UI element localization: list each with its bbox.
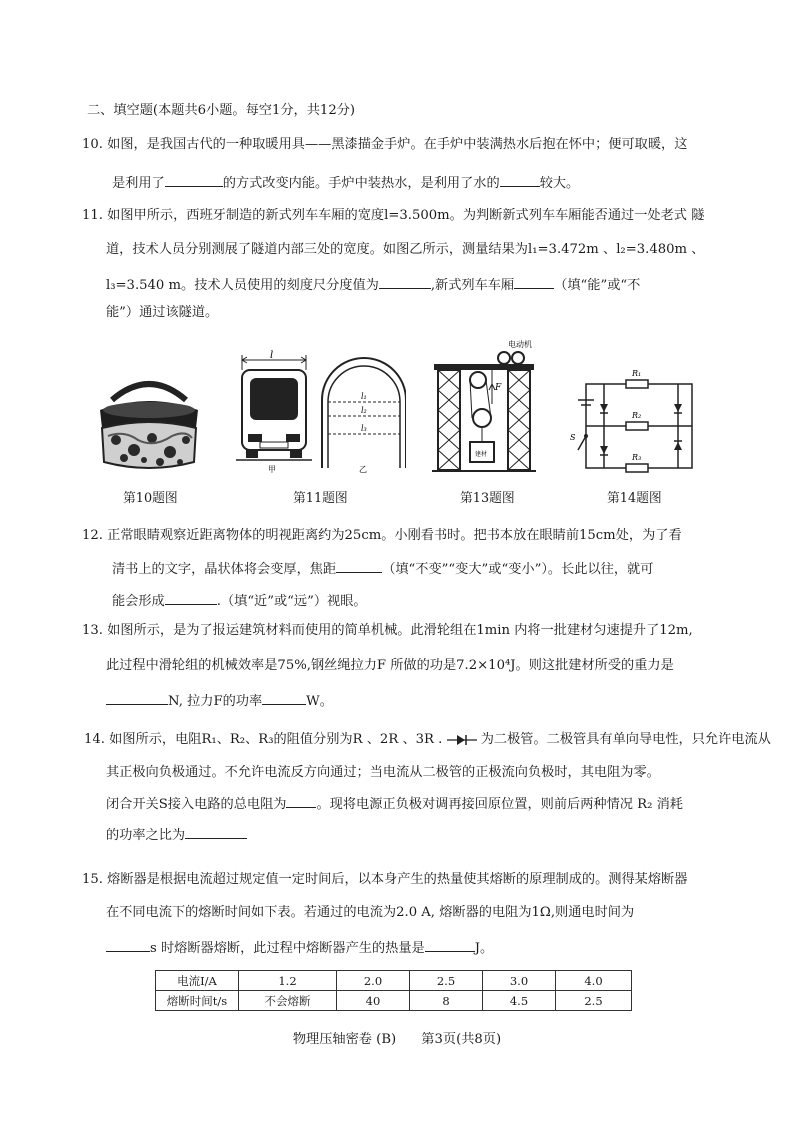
q12-text-a2: 能会形成 <box>112 594 165 609</box>
fig11-l2-label: l₂ <box>361 406 367 415</box>
q13-line2: 此过程中滑轮组的机械效率是75%,钢丝绳拉力F 所做的功是7.2×10⁴J。则这批建材所受的重力是 <box>106 658 674 673</box>
q10-text-a: 是利用了 <box>112 176 165 191</box>
q11-text-a: l₃=3.540 m。技术人员使用的刻度尺分度值为 <box>106 278 379 293</box>
q11-line2: 道，技术人员分别测展了隧道内部三处的宽度。如图乙所示，测量结果为l₁=3.472m 、l₂=3.480m 、 <box>106 242 705 257</box>
q15-line3 <box>106 937 493 958</box>
q13-line1: 13. 如图所示，是为了报运建筑材料而使用的简单机械。此滑轮组在1min 内将一批建材匀速提升了12m, <box>82 623 693 638</box>
table-cell: 2.5 <box>410 971 483 991</box>
fig14-R1-label: R₁ <box>632 369 642 378</box>
q12-line3 <box>112 590 367 611</box>
q14-line1 <box>84 731 771 749</box>
q11-blank-2[interactable] <box>514 274 554 289</box>
pulley-figure <box>432 338 536 478</box>
table-cell: 4.5 <box>483 991 556 1011</box>
table-cell: 8 <box>410 991 483 1011</box>
table-cell: 3.0 <box>483 971 556 991</box>
table-cell: 1.2 <box>239 971 337 991</box>
q13-blank-1[interactable] <box>106 690 168 705</box>
q13-text-a: N, 拉力F的功率 <box>168 694 263 709</box>
q11-line4: 能”）通过该隧道。 <box>106 305 219 320</box>
q14-line3 <box>106 793 683 814</box>
q13-blank-2[interactable] <box>262 690 306 705</box>
section-title: 二、填空题(本题共6小题。每空1分，共12分) <box>87 103 356 118</box>
q12-blank-2[interactable] <box>165 590 217 605</box>
hand-warmer-figure <box>94 370 204 476</box>
q11-line1: 11. 如图甲所示，西班牙制造的新式列车车厢的宽度l=3.500m。为判断新式列车车厢能否通过一处老式 隧 <box>82 208 705 223</box>
q14-text-a: 14. 如图所示，电阻R₁、R₂、R₃的阻值分别为R 、2R 、3R . <box>84 732 443 747</box>
fig11-yi-label: 乙 <box>359 465 367 474</box>
fig14-R3-label: R₃ <box>632 453 642 462</box>
q14-blank-2[interactable] <box>185 824 247 839</box>
q11-line3 <box>106 274 640 295</box>
fig14-caption: 第14题图 <box>607 491 662 506</box>
table-cell: 熔断时间t/s <box>156 991 239 1011</box>
circuit-figure <box>566 360 698 474</box>
fig13-caption: 第13题图 <box>460 491 515 506</box>
q10-line2 <box>112 172 579 193</box>
table-cell: 4.0 <box>556 971 632 991</box>
fig11-jia-label: 甲 <box>268 465 276 474</box>
table-row <box>156 991 632 1011</box>
q14-text-b: 为二极管。二极管具有单向导电性，只允许电流从 <box>480 732 771 747</box>
q14-text-a2: 闭合开关S接入电路的总电阻为 <box>106 797 287 812</box>
page-footer: 物理压轴密卷 (B) 第3页(共8页) <box>292 1032 502 1047</box>
table-cell: 不会熔断 <box>239 991 337 1011</box>
fig14-R2-label: R₂ <box>632 411 642 420</box>
q15-line2: 在不同电流下的熔断时间如下表。若通过的电流为2.0 A, 熔断器的电阻为1Ω,则通电时间为 <box>106 905 635 920</box>
diode-icon <box>447 734 477 746</box>
q12-text-a: 清书上的文字，晶状体将会变厚，焦距 <box>112 562 337 577</box>
fig13-box-label: 建材 <box>475 451 488 458</box>
q15-line1: 15. 熔断器是根据电流超过规定值一定时间后，以本身产生的热量使其熔断的原理制成的。测得某熔断器 <box>82 872 688 887</box>
q12-line2 <box>112 558 653 579</box>
q14-text-b2: 。现将电源正负极对调再接回原位置，则前后两种情况 R₂ 消耗 <box>316 797 683 812</box>
q13-line3 <box>106 690 333 711</box>
table-row <box>156 971 632 991</box>
table-cell: 40 <box>337 991 410 1011</box>
fig11-caption: 第11题图 <box>293 491 348 506</box>
q14-text-c: 的功率之比为 <box>106 828 186 843</box>
q14-line4 <box>106 824 247 845</box>
fig11-l3-label: l₃ <box>361 424 367 433</box>
q10-blank-2[interactable] <box>500 172 540 187</box>
q15-text-a: s 时熔断器熔断，此过程中熔断器产生的热量是 <box>150 941 425 956</box>
q10-blank-1[interactable] <box>165 172 223 187</box>
table-cell: 2.0 <box>337 971 410 991</box>
q15-blank-1[interactable] <box>106 937 150 952</box>
q12-text-b2: .（填“近”或“远”）视眼。 <box>216 594 367 609</box>
table-cell: 2.5 <box>556 991 632 1011</box>
fig13-F-label: F <box>495 383 502 393</box>
q10-line1: 10. 如图，是我国古代的一种取暖用具——黑漆描金手炉。在手炉中装满热水后抱在怀中；便可取暖，这 <box>82 137 688 152</box>
q12-blank-1[interactable] <box>336 558 382 573</box>
fig13-motor-label: 电动机 <box>508 340 532 349</box>
q11-text-b: ,新式列车车厢 <box>430 278 515 293</box>
q15-blank-2[interactable] <box>425 937 475 952</box>
q11-blank-1[interactable] <box>379 274 431 289</box>
fig14-S-label: S <box>570 433 576 442</box>
fig11-l-label: l <box>270 350 274 361</box>
q13-text-b: W。 <box>306 694 333 709</box>
q10-text-c: 较大。 <box>539 176 580 191</box>
q11-text-c: （填“能”或“不 <box>554 278 641 293</box>
fig10-caption: 第10题图 <box>123 491 178 506</box>
train-tunnel-figure <box>236 350 406 478</box>
q15-text-b: J。 <box>474 941 494 956</box>
fuse-table <box>155 970 632 1011</box>
q14-blank-1[interactable] <box>286 793 316 808</box>
fig11-l1-label: l₁ <box>361 392 367 401</box>
q12-line1: 12. 正常眼睛观察近距离物体的明视距离约为25cm。小刚看书时。把书本放在眼睛前15cm处，为了看 <box>82 528 682 543</box>
q14-line2: 其正极向负极通过。不允许电流反方向通过；当电流从二极管的正极流向负极时，其电阻为零。 <box>106 765 660 780</box>
table-cell: 电流I/A <box>156 971 239 991</box>
q12-text-b: （填“不变”“变大”或“变小”）。长此以往，就可 <box>382 562 654 577</box>
q10-text-b: 的方式改变内能。手炉中装热水，是利用了水的 <box>222 176 500 191</box>
